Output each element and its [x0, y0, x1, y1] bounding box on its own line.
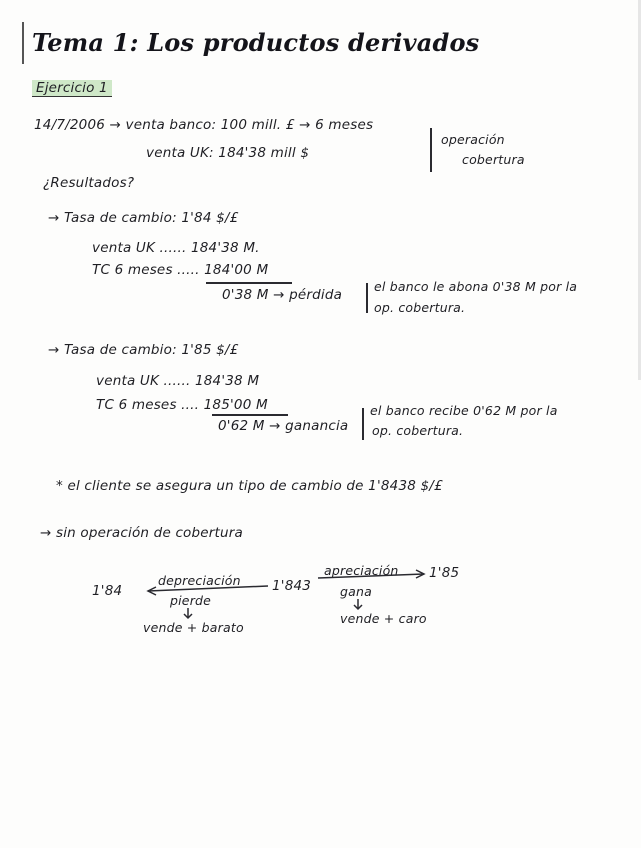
case1-note-1: el banco le abona 0'38 M por la — [374, 279, 578, 294]
case2-note-1: el banco recibe 0'62 M por la — [370, 403, 558, 418]
scale-apreciacion-label: apreciación — [324, 563, 399, 578]
scale-right-value: 1'85 — [429, 565, 460, 581]
scale-gana-label: gana — [340, 584, 372, 599]
case1-row-venta: venta UK ...... 184'38 M. — [92, 240, 260, 256]
results-question: ¿Resultados? — [43, 175, 135, 191]
brace-operacion-label-2: cobertura — [462, 152, 525, 167]
page-title: Tema 1: Los productos derivados — [32, 28, 480, 57]
section-heading-text: Ejercicio 1 — [32, 80, 112, 97]
star-note: * el cliente se asegura un tipo de cambio de 1'8438 $/£ — [56, 478, 443, 494]
scale-left-value: 1'84 — [92, 583, 123, 599]
case1-heading: → Tasa de cambio: 1'84 $/£ — [48, 210, 239, 226]
appreciation-arrow-line — [318, 574, 424, 578]
case2-heading: → Tasa de cambio: 1'85 $/£ — [48, 342, 239, 358]
case1-result: 0'38 M → pérdida — [222, 287, 343, 303]
scale-vende-caro-label: vende + caro — [340, 611, 427, 626]
brace-operacion-label-1: operación — [441, 132, 505, 147]
scale-pierde-label: pierde — [170, 593, 212, 608]
case2-row-tc: TC 6 meses .... 185'00 M — [96, 397, 268, 413]
case2-result: 0'62 M → ganancia — [218, 418, 349, 434]
scale-mid-value: 1'843 — [272, 578, 312, 594]
operation-line-1: 14/7/2006 → venta banco: 100 mill. £ → 6 meses — [34, 117, 374, 133]
scale-depreciacion-label: depreciación — [158, 573, 241, 588]
scale-vende-barato-label: vende + barato — [143, 620, 244, 635]
case2-row-venta: venta UK ...... 184'38 M — [96, 373, 260, 389]
case2-note-2: op. cobertura. — [372, 423, 464, 438]
operation-line-2: venta UK: 184'38 mill $ — [146, 145, 310, 161]
sin-cobertura-heading: → sin operación de cobertura — [40, 525, 244, 541]
case1-row-tc: TC 6 meses ..... 184'00 M — [92, 262, 269, 278]
case1-note-2: op. cobertura. — [374, 300, 466, 315]
depreciation-arrow-line — [148, 586, 268, 591]
